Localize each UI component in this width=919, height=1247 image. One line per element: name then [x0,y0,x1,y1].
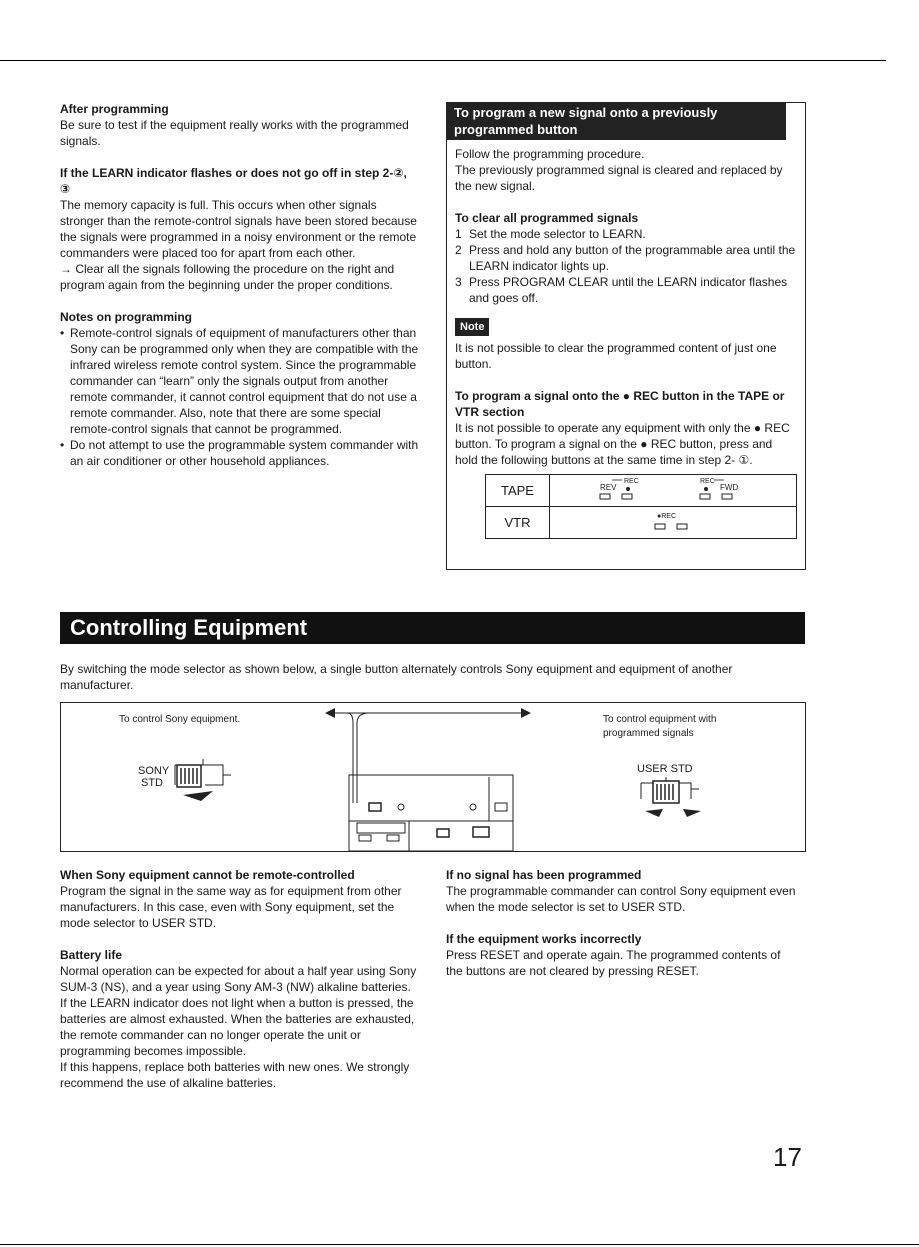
cannot-control-heading: When Sony equipment cannot be remote-controlled [60,868,355,882]
table-row [486,475,797,507]
section-banner [60,612,805,644]
notes-list [60,325,420,469]
user-std-label: USER STD [637,763,693,775]
after-programming-body: Be sure to test if the equipment really works with the programmed signals. [60,118,409,148]
battery-body: Normal operation can be expected for about a half year using Sony SUM-3 (NS), and a year using Sony AM-3 (NW) alkaline batteries. If the LEARN indicator does not light when a button is pressed, the batteries are almost exhausted. When the batteries are exhausted, the remote commander can no longer operate the unit or programming becomes impossible. [60,964,417,1058]
rec-heading: To program a signal onto the ● REC button in the TAPE or VTR section [455,389,785,419]
table-row [486,507,797,539]
sony-switch-icon [171,755,241,815]
left-top-column [60,101,420,469]
box-intro-2: The previously programmed signal is cleared and replaced by the new signal. [455,163,783,193]
svg-text:●REC: ●REC [656,513,676,520]
tape-label: TAPE [486,475,550,507]
learn-flash-heading: If the LEARN indicator flashes or does not go off in step 2-②, ③ [60,166,407,196]
box-intro: Follow the programming procedure. [455,147,645,161]
sony-caption: To control Sony equipment. [119,714,241,725]
no-signal-heading: If no signal has been programmed [446,868,642,882]
clear-steps [455,226,797,306]
page-number: 17 [773,1142,802,1172]
note-badge: Note [455,318,489,336]
incorrect-heading: If the equipment works incorrectly [446,932,642,946]
top-rule [0,60,886,61]
cannot-control-body: Program the signal in the same way as for equipment from other manufacturers. In this case, even with Sony equipment, set the mode selector to USER STD. [60,884,402,930]
user-std-switch-icon [627,773,727,833]
svg-text:REC: REC [699,478,715,485]
no-signal-body: The programmable commander can control Sony equipment even when the mode selector is set to USER STD. [446,884,796,914]
tape-button-icons [588,476,758,502]
section-intro: By switching the mode selector as shown below, a single button alternately controls Sony equipment and equipment of another manufacturer. [60,662,733,692]
incorrect-body: Press RESET and operate again. The programmed contents of the buttons are not cleared by pressing RESET. [446,948,781,978]
svg-text:FWD: FWD [719,483,739,492]
button-combo-table [485,474,797,539]
learn-flash-body-2: → Clear all the signals following the procedure on the right and program again from the beginning under the proper conditions. [60,262,395,292]
section-title: Controlling Equipment [70,615,308,640]
list-item: • Do not attempt to use the programmable system commander with an air conditioner or other household appliances. [60,437,420,469]
vtr-label: VTR [486,507,550,539]
list-item: 3 Press PROGRAM CLEAR until the LEARN indicator flashes and goes off. [455,275,788,305]
sony-label: SONY [138,765,170,777]
notes-heading: Notes on programming [60,310,193,324]
vtr-buttons [549,507,796,539]
learn-flash-body: The memory capacity is full. This occurs when other signals stronger than the remote-control signals have been stored because the signals were programmed in a noisy environment or the remote commanders were placed too for apart from each other. [60,198,417,260]
svg-text:REV: REV [599,483,617,492]
tape-buttons [549,475,796,507]
mode-selector-diagram [60,702,806,852]
clear-heading: To clear all programmed signals [455,211,639,225]
bottom-right-column [446,867,796,979]
list-item: 2 Press and hold any button of the programmable area until the LEARN indicator lights up. [455,243,796,273]
vtr-button-icons [633,508,713,534]
after-programming-heading: After programming [60,102,169,116]
bottom-rule [0,1244,919,1245]
rec-body: It is not possible to operate any equipment with only the ● REC button. To program a signal on the ● REC button, press and hold the following buttons at the same time in step 2- ①. [455,421,790,467]
program-new-signal-box [446,102,806,570]
remote-commander-illustration [323,703,533,851]
battery-heading: Battery life [60,948,123,962]
note-text: It is not possible to clear the programmed content of just one button. [455,341,777,371]
programmed-caption: To control equipment with programmed signals [603,714,717,739]
std-label: STD [141,777,163,789]
list-item: • Remote-control signals of equipment of manufacturers other than Sony can be programmed only when they are compatible with the infrared wireless remote control system. Since the programmable commander can “learn” only the signals output from another remote commander, it cannot control equipment that do not use a remote commander. Also, note that there are some special remote-control signals that cannot be programmed. [60,325,420,437]
svg-text:REC: REC [623,478,639,485]
bottom-left-column [60,867,420,1091]
box-header: To program a new signal onto a previously programmed button [446,102,786,140]
battery-body-2: If this happens, replace both batteries with new ones. We strongly recommend the use of alkaline batteries. [60,1060,410,1090]
list-item: 1 Set the mode selector to LEARN. [455,227,646,241]
